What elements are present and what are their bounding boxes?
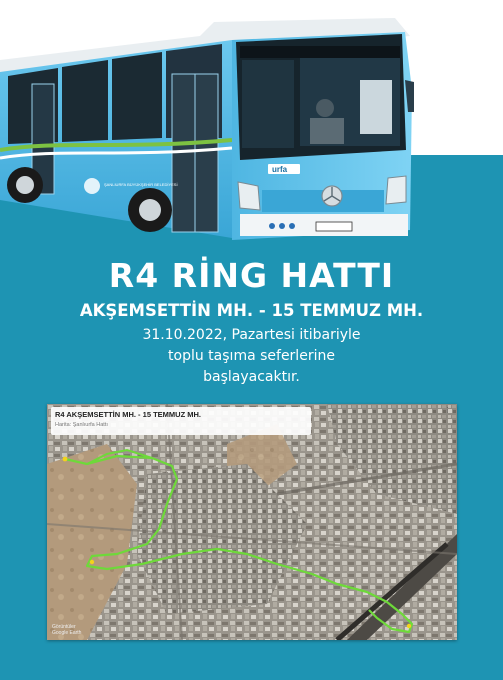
- more-dots-icon[interactable]: ⋮: [444, 406, 451, 414]
- satellite-map[interactable]: [47, 404, 457, 640]
- page-title: R4 RİNG HATTI: [108, 256, 395, 295]
- announcement-line: başlayacaktır.: [203, 369, 300, 385]
- map-title: R4 AKŞEMSETTİN MH. - 15 TEMMUZ MH.: [55, 410, 201, 419]
- announcement-text: [0, 325, 503, 388]
- map-subtitle: Harita: Şanlıurfa Hattı: [55, 422, 108, 428]
- announcement-line: 31.10.2022, Pazartesi itibariyle: [142, 327, 361, 343]
- bus-image: [0, 0, 503, 260]
- map-credit-line: Google Earth: [52, 630, 82, 636]
- map-credit-line: Görüntüler: [52, 624, 76, 630]
- announcement-line: toplu taşıma seferlerine: [168, 348, 335, 364]
- bus-livery-text: ŞANLIURFA BÜYÜKŞEHİR BELEDİYESİ: [104, 182, 178, 187]
- map-credit: [52, 624, 81, 636]
- map-header: [51, 407, 311, 435]
- bus-brand-label: urfa: [272, 165, 288, 174]
- route-map[interactable]: [47, 404, 457, 640]
- route-subtitle: AKŞEMSETTİN MH. - 15 TEMMUZ MH.: [79, 301, 424, 320]
